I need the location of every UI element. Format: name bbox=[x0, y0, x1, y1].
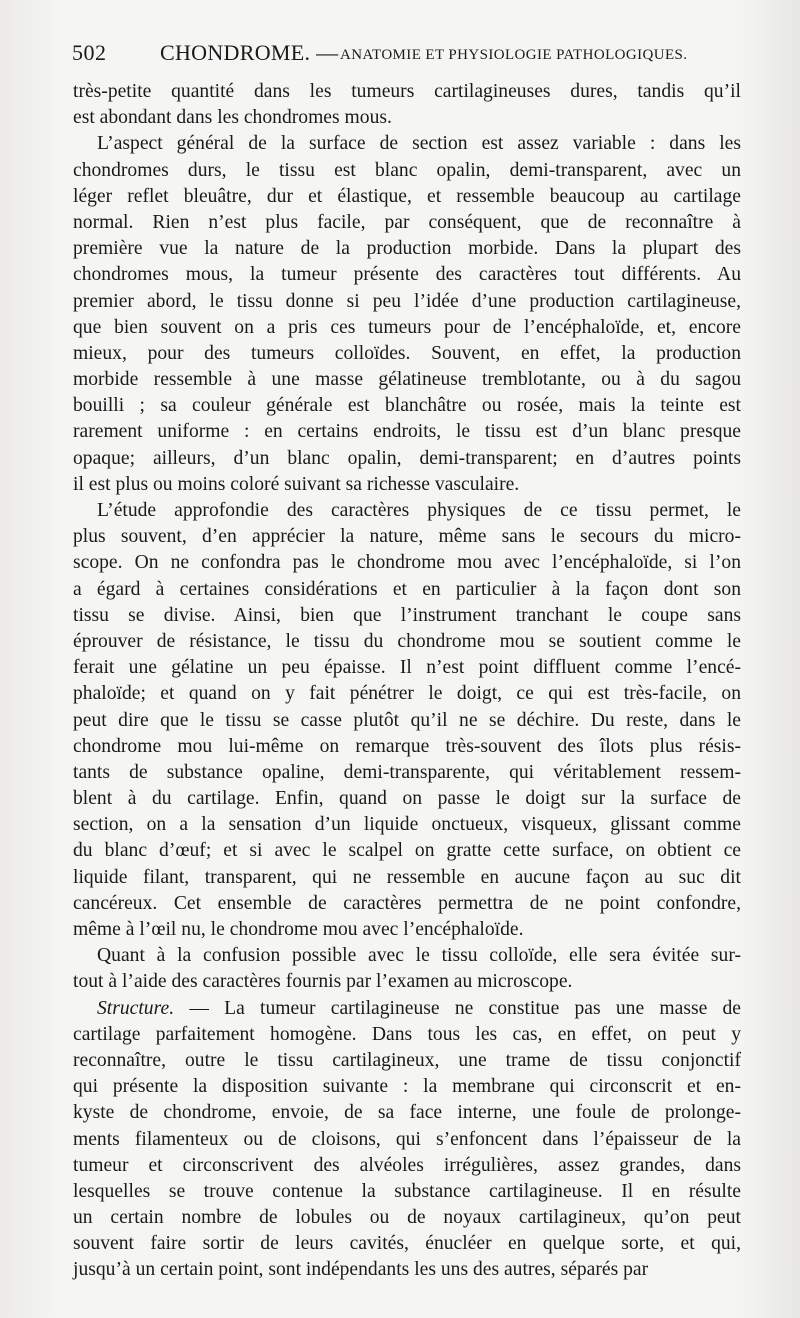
line-text: tumeur et circonscrivent des alvéoles irrégulières, assez grandes, dans bbox=[73, 1154, 741, 1176]
line-text: tissu se divise. Ainsi, bien que l’instrument tranchant le coupe sans bbox=[73, 604, 741, 626]
line-text: — La tumeur cartilagineuse ne constitue pas une masse de bbox=[174, 997, 741, 1019]
line-text: opaque; ailleurs, d’un blanc opalin, demi-transparent; en d’autres points bbox=[73, 447, 741, 469]
text-line bbox=[73, 1048, 741, 1074]
line-text: premier abord, le tissu donne si peu l’idée d’une production cartilagineuse, bbox=[73, 290, 741, 312]
text-line bbox=[73, 1153, 741, 1179]
text-line bbox=[73, 760, 741, 786]
line-text: mieux, pour des tumeurs colloïdes. Souvent, en effet, la production bbox=[73, 342, 741, 364]
text-line bbox=[73, 1127, 741, 1153]
text-line bbox=[73, 184, 741, 210]
line-text: il est plus ou moins coloré suivant sa richesse vasculaire. bbox=[73, 473, 520, 495]
section-heading: Structure. bbox=[97, 997, 175, 1019]
text-line bbox=[73, 996, 741, 1022]
text-line bbox=[73, 786, 741, 812]
text-line bbox=[73, 524, 741, 550]
line-text: du blanc d’œuf; et si avec le scalpel on gratte cette surface, on obtient ce bbox=[73, 840, 741, 862]
running-header bbox=[72, 40, 744, 72]
text-line bbox=[73, 1074, 741, 1100]
line-text: très-petite quantité dans les tumeurs cartilagineuses dures, tandis qu’il bbox=[73, 81, 741, 102]
line-text: section, on a la sensation d’un liquide onctueux, visqueux, glissant comme bbox=[73, 814, 741, 836]
line-text: lesquelles se trouve contenue la substance cartilagineuse. Il en résulte bbox=[73, 1180, 741, 1202]
line-text: un certain nombre de lobules ou de noyaux cartilagineux, qu’on peut bbox=[73, 1207, 741, 1229]
text-line bbox=[73, 969, 741, 995]
text-line bbox=[73, 917, 741, 943]
line-text: léger reflet bleuâtre, dur et élastique, et ressemble beaucoup au cartilage bbox=[73, 185, 741, 207]
line-text: jusqu’à un certain point, sont indépendants les uns des autres, séparés par bbox=[73, 1259, 649, 1281]
text-line bbox=[73, 681, 741, 707]
text-line bbox=[73, 1205, 741, 1231]
line-text: première vue la nature de la production morbide. Dans la plupart des bbox=[73, 238, 741, 260]
line-text: phaloïde; et quand on y fait pénétrer le doigt, ce qui est très-facile, on bbox=[73, 683, 741, 705]
text-line bbox=[73, 446, 741, 472]
text-line bbox=[73, 498, 741, 524]
paragraph bbox=[73, 131, 741, 498]
line-text: chondromes mous, la tumeur présente des caractères tout différents. Au bbox=[73, 264, 741, 286]
text-line bbox=[73, 838, 741, 864]
text-line bbox=[73, 812, 741, 838]
line-text: qui présente la disposition suivante : la membrane qui circonscrit et en- bbox=[73, 1076, 741, 1098]
page-number: 502 bbox=[72, 40, 107, 65]
text-line bbox=[73, 262, 741, 288]
paragraph bbox=[73, 996, 741, 1284]
text-line bbox=[73, 315, 741, 341]
line-text: L’étude approfondie des caractères physiques de ce tissu permet, le bbox=[97, 500, 741, 521]
text-line bbox=[73, 1179, 741, 1205]
text-line bbox=[73, 289, 741, 315]
text-line bbox=[73, 472, 741, 498]
text-line bbox=[73, 550, 741, 576]
text-line bbox=[73, 577, 741, 603]
text-line bbox=[73, 734, 741, 760]
text-line bbox=[73, 158, 741, 184]
text-line bbox=[73, 236, 741, 262]
line-text: est abondant dans les chondromes mous. bbox=[73, 107, 392, 129]
text-line bbox=[73, 367, 741, 393]
line-text: blent à du cartilage. Enfin, quand on passe le doigt sur la surface de bbox=[73, 788, 741, 810]
line-text: L’aspect général de la surface de section est assez variable : dans les bbox=[97, 133, 741, 155]
text-line bbox=[73, 708, 741, 734]
text-line bbox=[73, 210, 741, 236]
line-text: Quant à la confusion possible avec le tissu colloïde, elle sera évitée sur- bbox=[97, 945, 741, 967]
paragraph bbox=[73, 79, 741, 131]
text-line bbox=[73, 629, 741, 655]
line-text: cancéreux. Cet ensemble de caractères permettra de ne point confondre, bbox=[73, 892, 741, 914]
text-line bbox=[73, 1257, 741, 1283]
text-line bbox=[73, 603, 741, 629]
text-line bbox=[73, 393, 741, 419]
line-text: chondrome mou lui-même on remarque très-souvent des îlots plus résis- bbox=[73, 735, 741, 757]
text-line bbox=[73, 419, 741, 445]
line-text: bouilli ; sa couleur générale est blanchâtre ou rosée, mais la teinte est bbox=[73, 395, 741, 417]
line-text: peut dire que le tissu se casse plutôt qu’il ne se déchire. Du reste, dans le bbox=[73, 709, 741, 731]
line-text: kyste de chondrome, envoie, de sa face interne, une foule de prolonge- bbox=[73, 1102, 741, 1124]
text-line bbox=[73, 655, 741, 681]
running-subtitle: ANATOMIE ET PHYSIOLOGIE PATHOLOGIQUES. bbox=[340, 47, 688, 63]
text-line bbox=[73, 865, 741, 891]
line-text: morbide ressemble à une masse gélatineuse tremblotante, ou à du sagou bbox=[73, 369, 741, 391]
line-text: éprouver de résistance, le tissu du chondrome mou se soutient comme le bbox=[73, 630, 741, 652]
text-line bbox=[73, 1100, 741, 1126]
text-line bbox=[73, 943, 741, 969]
line-text: que bien souvent on a pris ces tumeurs pour de l’encéphaloïde, et, encore bbox=[73, 316, 741, 338]
line-text: plus souvent, d’en apprécier la nature, même sans le secours du micro- bbox=[73, 526, 741, 548]
line-text: reconnaître, outre le tissu cartilagineux, une trame de tissu conjonctif bbox=[73, 1049, 741, 1071]
text-line bbox=[73, 1022, 741, 1048]
body-text bbox=[73, 79, 741, 1284]
line-text: même à l’œil nu, le chondrome mou avec l’encéphaloïde. bbox=[73, 919, 524, 940]
running-title: CHONDROME. — bbox=[160, 40, 339, 65]
line-text: a égard à certaines considérations et en particulier à la façon dont son bbox=[73, 578, 741, 600]
line-text: souvent faire sortir de leurs cavités, énucléer en quelque sorte, et qui, bbox=[73, 1233, 741, 1255]
line-text: chondromes durs, le tissu est blanc opalin, demi-transparent, avec un bbox=[73, 159, 741, 181]
line-text: ments filamenteux ou de cloisons, qui s’enfoncent dans l’épaisseur de la bbox=[73, 1128, 741, 1150]
paragraph bbox=[73, 943, 741, 995]
line-text: tants de substance opaline, demi-transparente, qui véritablement ressem- bbox=[73, 761, 741, 783]
line-text: ferait une gélatine un peu épaisse. Il n’est point diffluent comme l’encé- bbox=[73, 657, 741, 679]
text-line bbox=[73, 341, 741, 367]
line-text: rarement uniforme : en certains endroits, le tissu est d’un blanc presque bbox=[73, 421, 741, 443]
paragraph bbox=[73, 498, 741, 943]
line-text: scope. On ne confondra pas le chondrome mou avec l’encéphaloïde, si l’on bbox=[73, 552, 741, 574]
line-text: cartilage parfaitement homogène. Dans tous les cas, en effet, on peut y bbox=[73, 1023, 741, 1045]
text-line bbox=[73, 1231, 741, 1257]
text-line bbox=[73, 131, 741, 157]
line-text: liquide filant, transparent, qui ne ressemble en aucune façon au suc dit bbox=[73, 866, 741, 888]
text-line bbox=[73, 79, 741, 105]
line-text: tout à l’aide des caractères fournis par l’examen au microscope. bbox=[73, 971, 573, 993]
text-line bbox=[73, 105, 741, 131]
text-line bbox=[73, 891, 741, 917]
line-text: normal. Rien n’est plus facile, par conséquent, que de reconnaître à bbox=[73, 211, 741, 233]
